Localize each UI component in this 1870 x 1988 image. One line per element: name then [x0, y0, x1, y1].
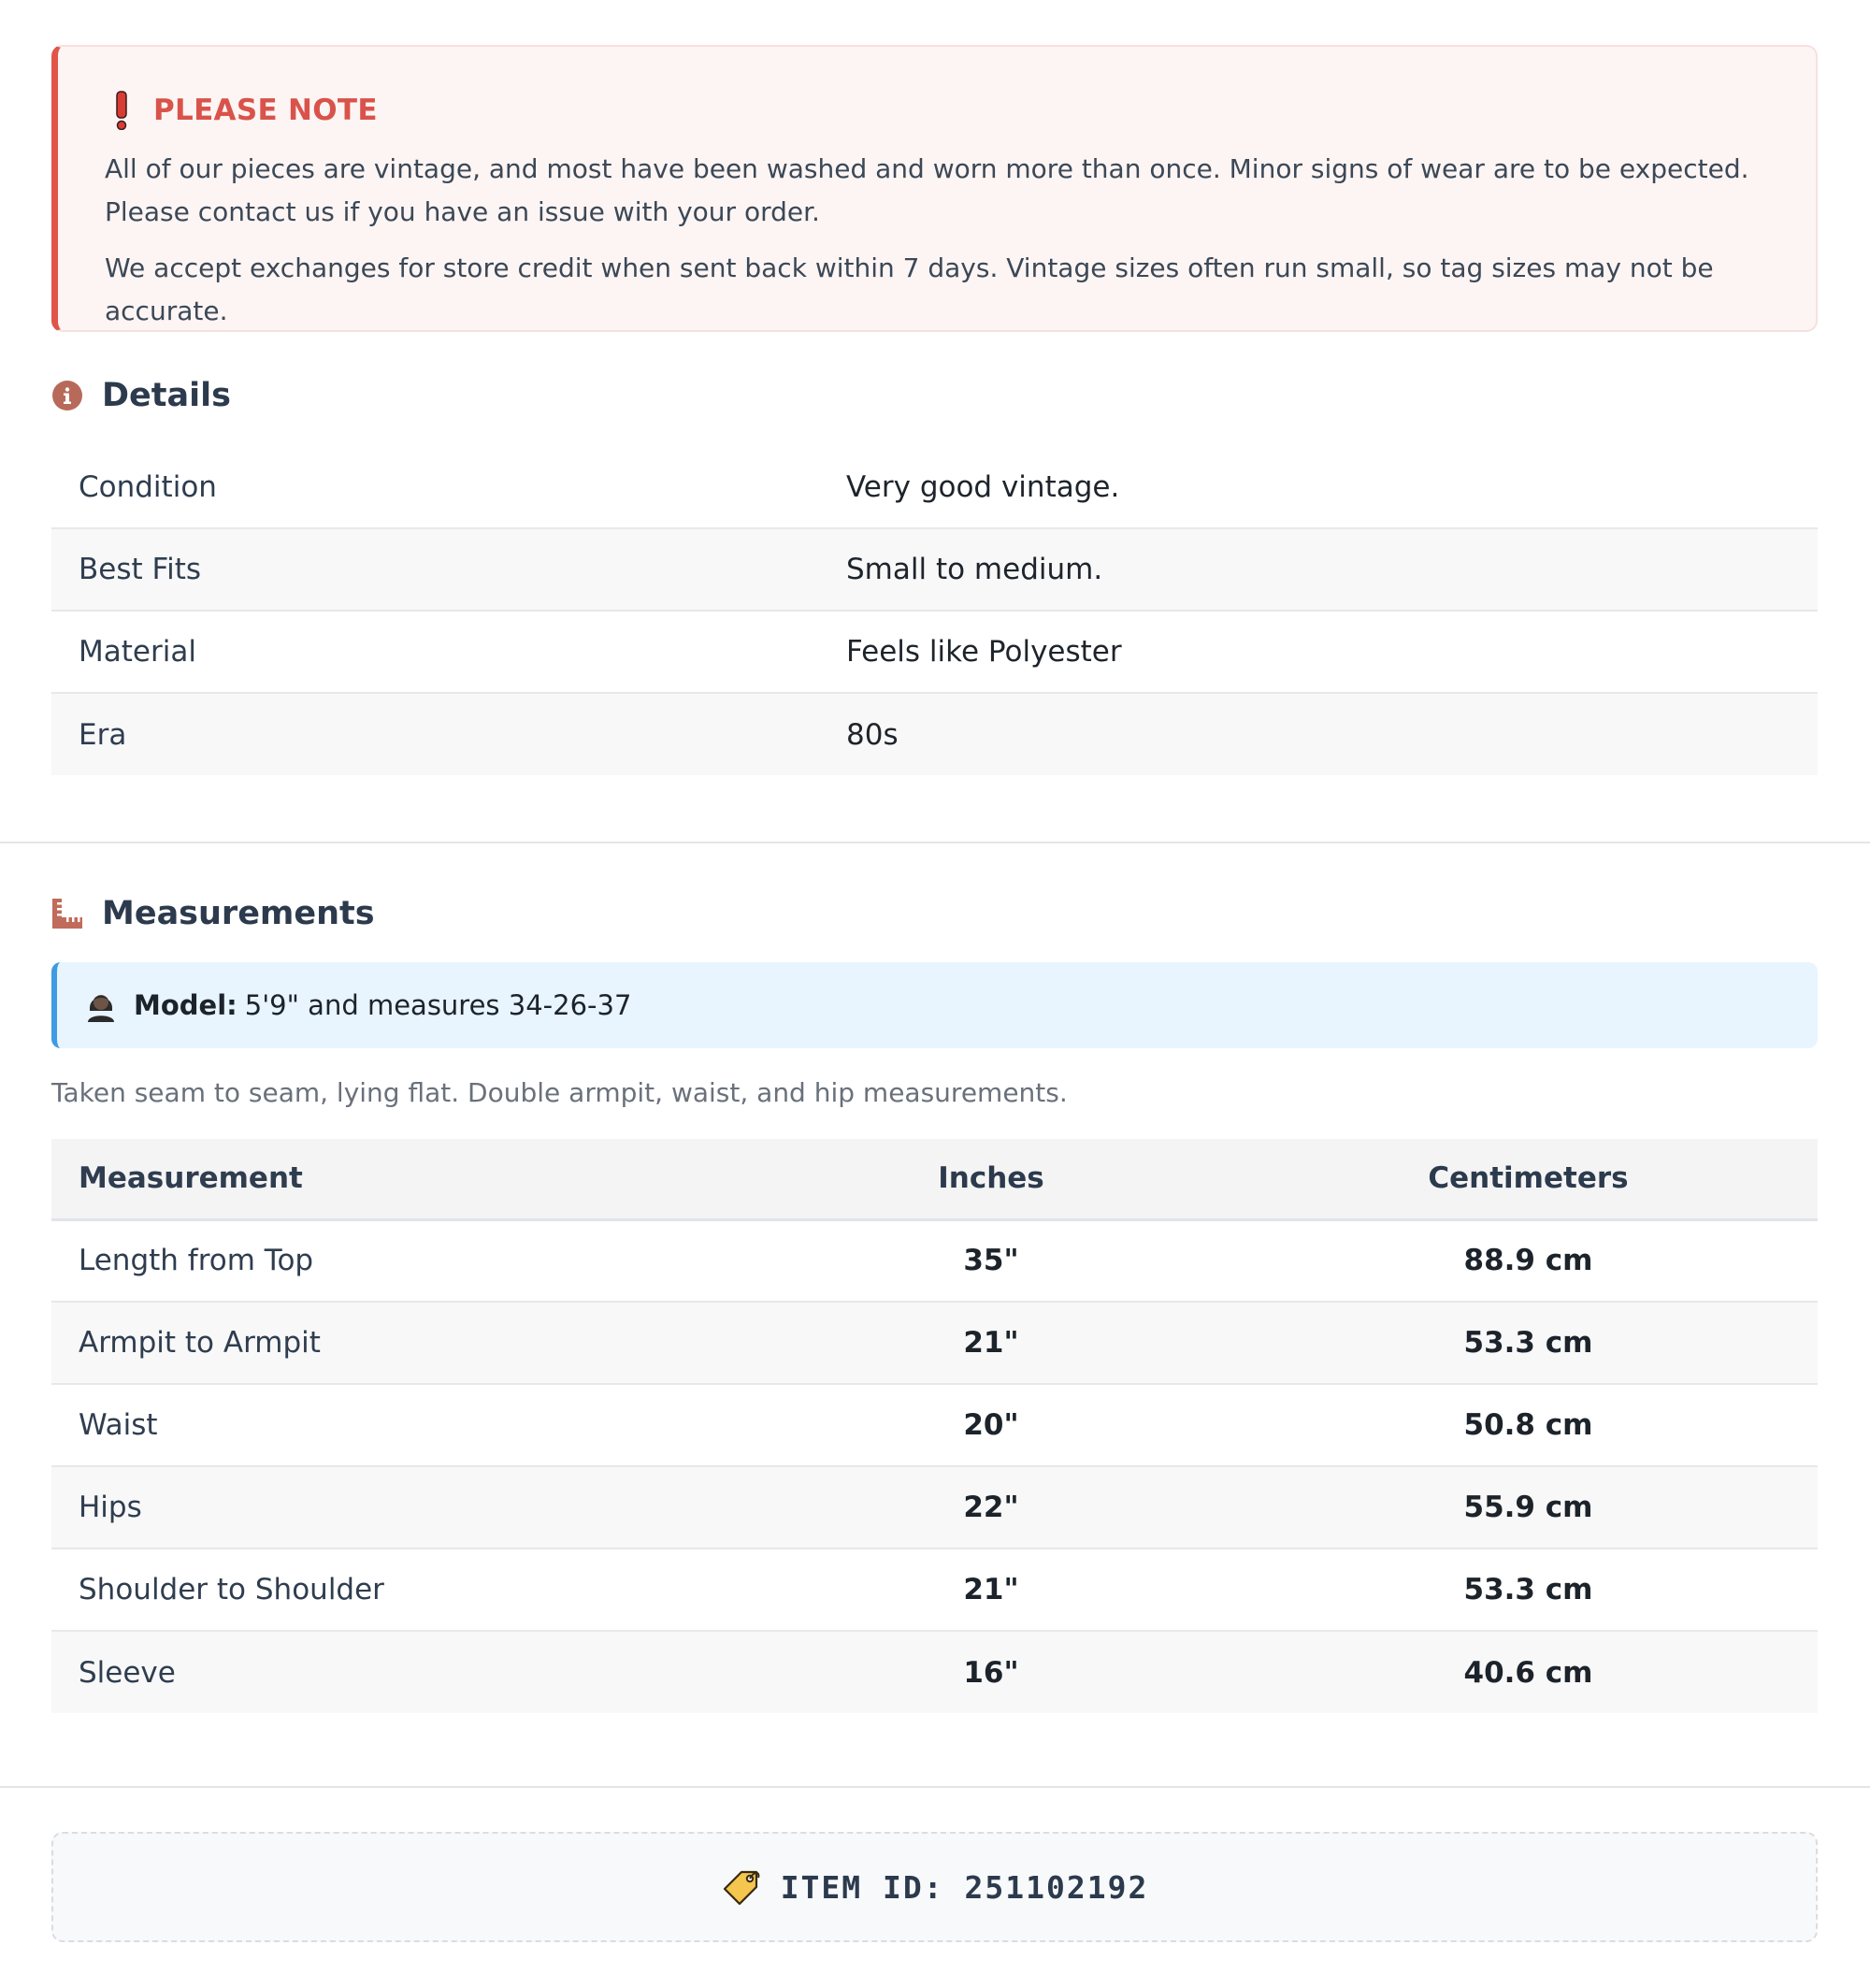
measurement-inches: 21" — [743, 1302, 1239, 1384]
please-note-box — [51, 45, 1818, 332]
item-id-box — [51, 1832, 1818, 1942]
measurement-cm: 53.3 cm — [1239, 1549, 1818, 1631]
tag-icon — [721, 1866, 762, 1908]
measurement-name: Waist — [51, 1384, 743, 1466]
please-note-title: PLEASE NOTE — [153, 94, 378, 127]
detail-label: Best Fits — [51, 528, 846, 611]
details-title: Details — [102, 377, 231, 414]
table-row — [51, 528, 1818, 611]
details-table — [51, 446, 1818, 775]
table-header-row — [51, 1139, 1818, 1219]
table-row — [51, 1631, 1818, 1713]
measurement-name: Length from Top — [79, 1244, 314, 1278]
detail-value: 80s — [846, 693, 1818, 775]
table-row — [51, 1219, 1818, 1302]
model-label: Model: — [134, 989, 237, 1021]
detail-label: Condition — [79, 469, 217, 504]
table-row — [51, 1466, 1818, 1549]
please-note-header — [105, 90, 1769, 131]
section-divider — [0, 1786, 1870, 1788]
measurement-cm: 88.9 cm — [1463, 1244, 1593, 1278]
table-row — [51, 1302, 1818, 1384]
item-id-text: ITEM ID: 251102192 — [780, 1868, 1149, 1906]
detail-label: Material — [51, 611, 846, 693]
details-heading — [51, 372, 231, 419]
table-row — [51, 693, 1818, 775]
measurement-name: Hips — [51, 1466, 743, 1549]
measurements-title: Measurements — [102, 895, 375, 932]
measurement-inches: 21" — [743, 1549, 1239, 1631]
measurement-inches: 35" — [963, 1244, 1019, 1278]
info-icon — [51, 380, 83, 411]
measurement-cm: 53.3 cm — [1239, 1302, 1818, 1384]
ruler-icon — [51, 898, 83, 929]
table-row — [51, 611, 1818, 693]
measurement-inches: 16" — [743, 1631, 1239, 1713]
model-text: 5'9" and measures 34-26-37 — [244, 989, 632, 1021]
please-note-paragraph: We accept exchanges for store credit when sent back within 7 days. Vintage sizes often run small, so tag sizes may not be accurate. — [105, 252, 1714, 326]
measurement-note: Taken seam to seam, lying flat. Double armpit, waist, and hip measurements. — [51, 1077, 1068, 1108]
measurement-inches: 20" — [743, 1384, 1239, 1466]
column-header: Inches — [743, 1139, 1239, 1219]
measurement-name: Armpit to Armpit — [51, 1302, 743, 1384]
detail-value: Feels like Polyester — [846, 611, 1818, 693]
please-note-paragraph: All of our pieces are vintage, and most have been washed and worn more than once. Minor signs of wear are to be expected. Please contact us if you have an issue with your order. — [105, 153, 1749, 227]
measurements-table — [51, 1139, 1818, 1713]
model-info-box — [51, 962, 1818, 1048]
section-divider — [0, 842, 1870, 843]
measurement-cm: 50.8 cm — [1239, 1384, 1818, 1466]
person-icon — [85, 987, 117, 1023]
table-row — [51, 1549, 1818, 1631]
measurement-cm: 55.9 cm — [1239, 1466, 1818, 1549]
exclamation-icon — [114, 91, 129, 130]
detail-value: Very good vintage. — [846, 469, 1120, 504]
detail-value: Small to medium. — [846, 528, 1818, 611]
column-header: Centimeters — [1239, 1139, 1818, 1219]
measurement-name: Sleeve — [51, 1631, 743, 1713]
measurements-heading — [51, 890, 375, 937]
measurement-name: Shoulder to Shoulder — [51, 1549, 743, 1631]
table-row — [51, 446, 1818, 528]
detail-label: Era — [51, 693, 846, 775]
measurement-inches: 22" — [743, 1466, 1239, 1549]
column-header: Measurement — [51, 1139, 743, 1219]
measurement-cm: 40.6 cm — [1239, 1631, 1818, 1713]
table-row — [51, 1384, 1818, 1466]
